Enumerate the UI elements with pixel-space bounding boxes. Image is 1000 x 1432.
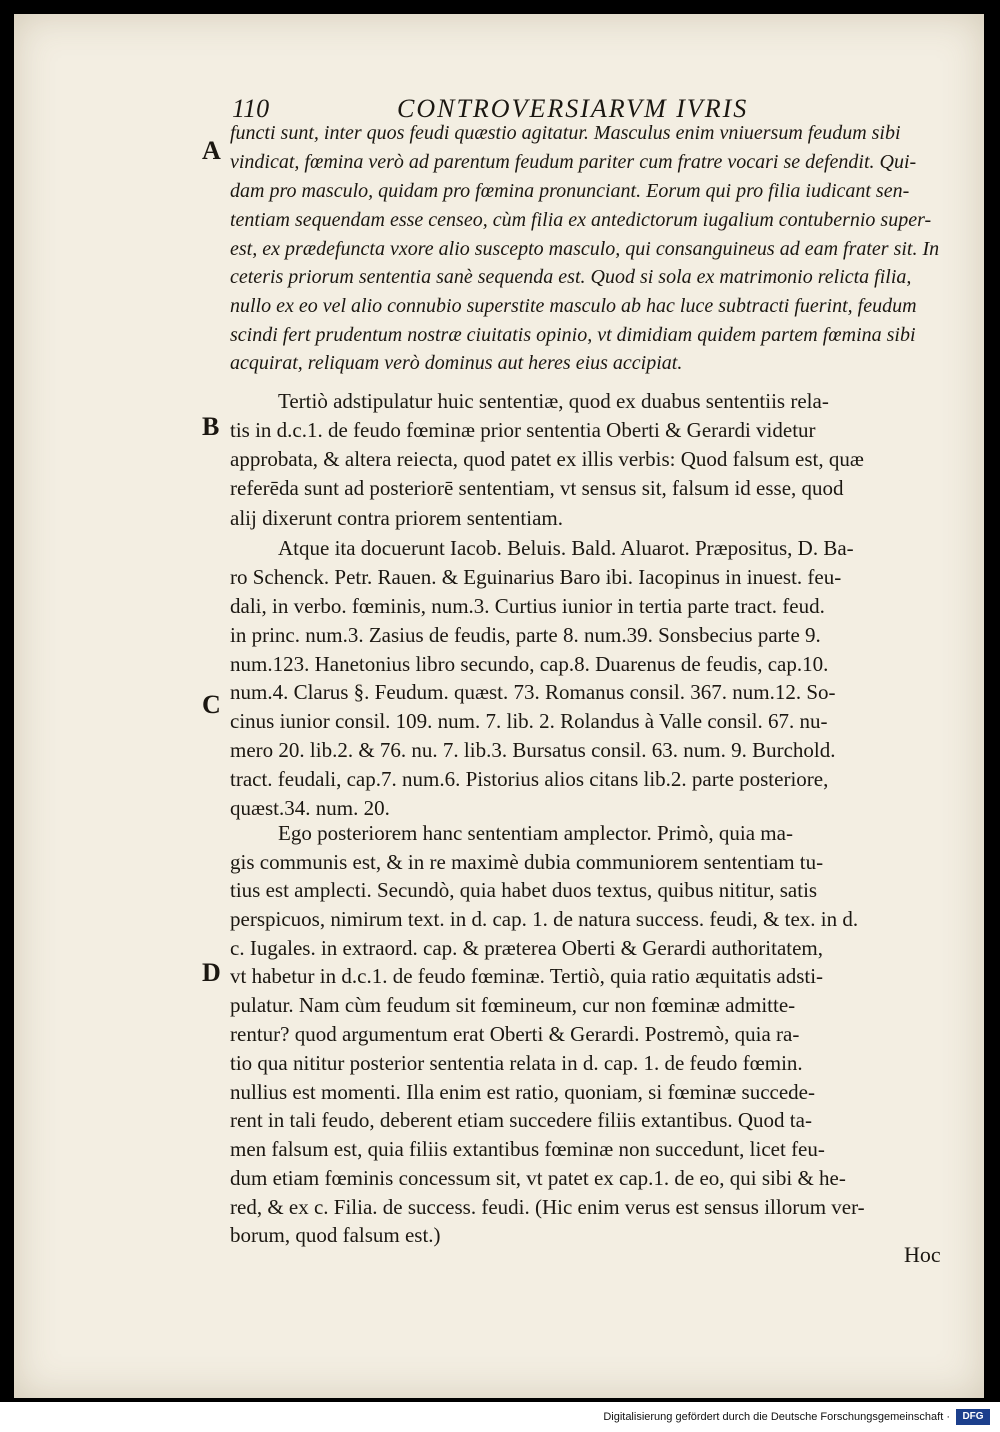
text-line: ceteris priorum sententia sanè sequenda est. Quod si sola ex matrimonio relicta filia,	[230, 266, 912, 288]
text-line: in princ. num.3. Zasius de feudis, parte 8. num.39. Sonsbecius parte 9.	[230, 623, 821, 647]
text-line: rentur? quod argumentum erat Oberti & Gerardi. Postremò, quia ra-	[230, 1022, 800, 1046]
text-line: c. Iugales. in extraord. cap. & præterea Oberti & Gerardi authoritatem,	[230, 936, 824, 960]
text-line: referēda sunt ad posteriorē sententiam, vt sensus sit, falsum id esse, quod	[230, 476, 844, 500]
text-line: tentiam sequendam esse censeo, cùm filia ex antedictorum iugalium contubernio super-	[230, 209, 932, 231]
catchword: Hoc	[904, 1242, 941, 1267]
text-line: mero 20. lib.2. & 76. nu. 7. lib.3. Bursatus consil. 63. num. 9. Burchold.	[230, 738, 836, 762]
text-line: num.4. Clarus §. Feudum. quæst. 73. Romanus consil. 367. num.12. So-	[230, 680, 836, 704]
text-line: est, ex prædefuncta vxore alio suscepto masculo, qui consanguineus ad eam frater sit. In	[230, 238, 940, 260]
margin-marker-b: B	[202, 412, 220, 441]
text-line: pulatur. Nam cùm feudum sit fœmineum, cur non fœminæ admitte-	[230, 993, 796, 1017]
text-line: tio qua nititur posterior sententia relata in d. cap. 1. de feudo fœmin.	[230, 1051, 803, 1075]
text-line: Ego posteriorem hanc sententiam amplector. Primò, quia ma-	[278, 821, 793, 845]
text-line: functi sunt, inter quos feudi quæstio agitatur. Masculus enim vniuersum feudum sibi	[230, 122, 901, 144]
page-number: 110	[232, 94, 270, 123]
book-page	[14, 14, 984, 1398]
text-line: gis communis est, & in re maximè dubia communiorem sententiam tu-	[230, 850, 824, 874]
text-line: perspicuos, nimirum text. in d. cap. 1. de natura success. feudi, & tex. in d.	[230, 907, 859, 931]
text-line: nullius est momenti. Illa enim est ratio, quoniam, si fœminæ succede-	[230, 1080, 815, 1104]
margin-marker-c: C	[202, 690, 221, 719]
text-line: tis in d.c.1. de feudo fœminæ prior sententia Oberti & Gerardi videtur	[230, 418, 816, 442]
text-line: Atque ita docuerunt Iacob. Beluis. Bald. Aluarot. Præpositus, D. Ba-	[278, 536, 854, 560]
text-line: scindi fert prudentum nostræ ciuitatis opinio, vt dimidiam quidem partem fœmina sibi	[230, 324, 916, 346]
text-line: quæst.34. num. 20.	[230, 796, 390, 820]
text-line: dali, in verbo. fœminis, num.3. Curtius iunior in tertia parte tract. feud.	[230, 594, 825, 618]
dfg-logo: DFG	[956, 1409, 990, 1425]
text-line: dam pro masculo, quidam pro fœmina pronunciant. Eorum qui pro filia iudicant sen-	[230, 180, 910, 202]
text-line: dum etiam fœminis concessum sit, vt patet ex cap.1. de eo, qui sibi & he-	[230, 1166, 846, 1190]
text-line: vindicat, fœmina verò ad parentum feudum pariter cum fratre vocari se defendit. Qui-	[230, 151, 917, 173]
margin-marker-d: D	[202, 958, 221, 987]
text-line: approbata, & altera reiecta, quod patet ex illis verbis: Quod falsum est, quæ	[230, 447, 864, 471]
text-line: vt habetur in d.c.1. de feudo fœminæ. Tertiò, quia ratio æquitatis adsti-	[230, 964, 824, 988]
margin-marker-a: A	[202, 136, 221, 165]
text-line: nullo ex eo vel alio connubio superstite masculo ab hac luce subtracti fuerint, feudum	[230, 295, 917, 317]
text-line: alij dixerunt contra priorem sententiam.	[230, 506, 563, 530]
text-line: tract. feudali, cap.7. num.6. Pistorius alios citans lib.2. parte posteriore,	[230, 767, 829, 791]
text-line: rent in tali feudo, deberent etiam succedere filiis extantibus. Quod ta-	[230, 1108, 812, 1132]
footer-credit: Digitalisierung gefördert durch die Deutsche Forschungsgemeinschaft ·	[603, 1411, 950, 1423]
text-line: men falsum est, quia filiis extantibus fœminæ non succedunt, licet feu-	[230, 1137, 825, 1161]
text-line: tius est amplecti. Secundò, quia habet duos textus, quibus nititur, satis	[230, 878, 818, 902]
text-line: num.123. Hanetonius libro secundo, cap.8. Duarenus de feudis, cap.10.	[230, 652, 829, 676]
footer-bar	[0, 1402, 1000, 1432]
text-line: cinus iunior consil. 109. num. 7. lib. 2. Rolandus à Valle consil. 67. nu-	[230, 709, 828, 733]
text-line: red, & ex c. Filia. de success. feudi. (Hic enim verus est sensus illorum ver-	[230, 1195, 865, 1219]
text-line: ro Schenck. Petr. Rauen. & Eguinarius Baro ibi. Iacopinus in inuest. feu-	[230, 565, 842, 589]
text-line: borum, quod falsum est.)	[230, 1223, 441, 1247]
text-line: acquirat, reliquam verò dominus aut heres eius accipiat.	[230, 352, 683, 374]
running-head: CONTROVERSIARVM IVRIS	[397, 94, 749, 123]
text-line: Tertiò adstipulatur huic sententiæ, quod ex duabus sententiis rela-	[278, 389, 829, 413]
